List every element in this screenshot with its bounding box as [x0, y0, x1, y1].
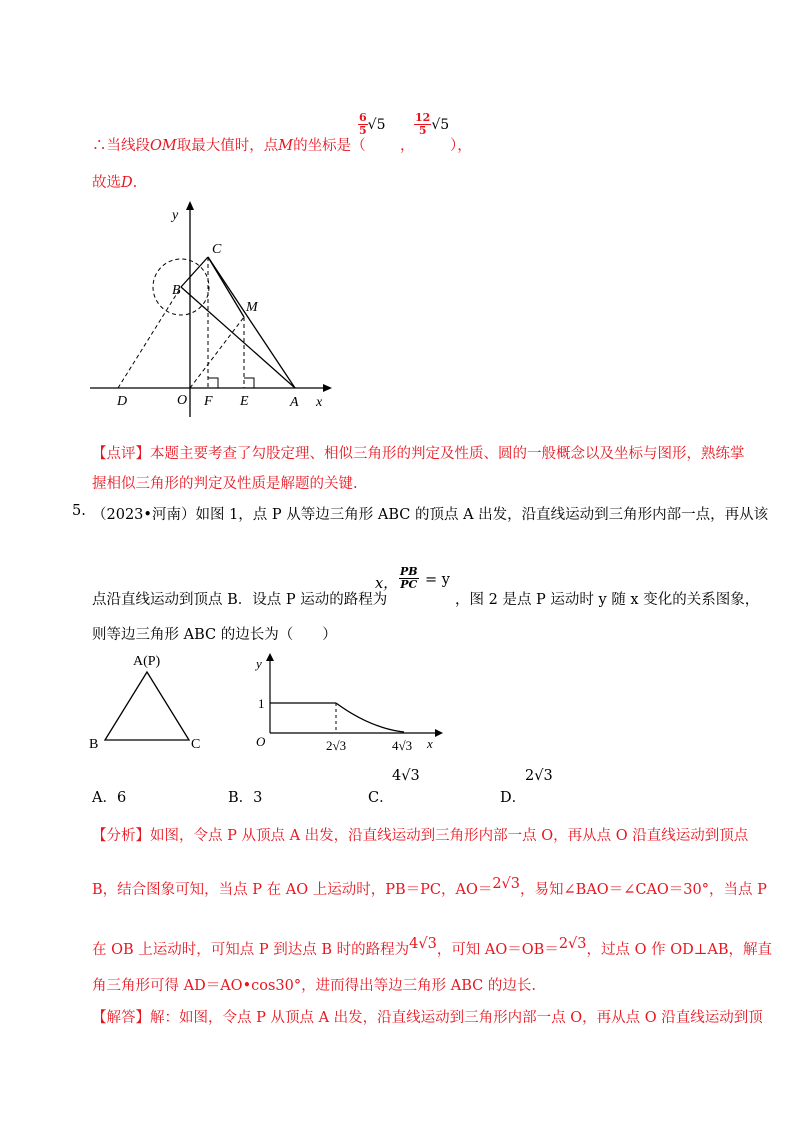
- conclusion-line: [92, 134, 366, 155]
- x-axis-arrow: [323, 384, 332, 392]
- label-b: B: [172, 283, 181, 298]
- segment-cm: [208, 257, 244, 317]
- label-m: M: [246, 300, 258, 315]
- segment-bc: [181, 257, 208, 287]
- segment-db: [118, 287, 181, 388]
- fraction-pb-pc: [399, 566, 419, 591]
- label-e: E: [240, 394, 249, 409]
- analysis-ao-value: 2√3: [492, 876, 521, 892]
- label-d: D: [117, 394, 128, 409]
- label-c: C: [212, 242, 222, 257]
- option-d-value[interactable]: 2√3: [525, 768, 553, 784]
- question-eq-y: = y: [425, 572, 450, 588]
- frac-denominator: PC: [400, 578, 418, 591]
- label-tri-b: B: [89, 737, 99, 752]
- label-tri-c: C: [191, 737, 201, 752]
- choose-line: [92, 171, 137, 192]
- question-line-3: 则等边三角形 ABC 的边长为（ ）: [92, 627, 337, 643]
- option-a[interactable]: A．6: [92, 790, 127, 806]
- label-x: x: [316, 395, 323, 410]
- graph-label-o: O: [256, 734, 266, 749]
- segment-om: [190, 317, 244, 388]
- graph-curve: [336, 703, 404, 732]
- y-denominator: 5: [418, 124, 427, 137]
- point-m: M: [278, 138, 294, 154]
- choose-suffix: .: [132, 175, 138, 191]
- graph-label-one: 1: [258, 696, 265, 711]
- option-c-value[interactable]: 4√3: [392, 768, 420, 784]
- solution-line-1: 【解答】解：如图，令点 P 从顶点 A 出发，沿直线运动到三角形内部一点 O，再从点 O 沿直线运动到顶: [92, 1010, 763, 1026]
- comment-line-1: 【点评】本题主要考查了勾股定理、相似三角形的判定及性质、圆的一般概念以及坐标与图形，熟练掌: [92, 446, 745, 462]
- label-ap: A(P): [133, 654, 161, 669]
- analysis-line-3b: ，可知 AO＝OB＝: [436, 942, 559, 958]
- coord-y-value: [414, 112, 449, 137]
- analysis-line-1: 【分析】如图，令点 P 从顶点 A 出发，沿直线运动到三角形内部一点 O，再从点 O 沿直线运动到顶点: [92, 828, 749, 844]
- graph-label-y: y: [256, 656, 262, 671]
- analysis-line-3c: ，过点 O 作 OD⊥AB，解直: [586, 942, 773, 958]
- comment-line-2: 握相似三角形的判定及性质是解题的关键.: [92, 476, 358, 492]
- question-line-2b: ，图 2 是点 P 运动时 y 随 x 变化的关系图象，: [455, 592, 760, 608]
- conclusion-prefix: ∴当线段: [92, 138, 150, 154]
- geometry-figure: [80, 195, 340, 425]
- option-c-label[interactable]: C．: [368, 790, 394, 806]
- option-b[interactable]: B．3: [228, 790, 263, 806]
- option-d-label[interactable]: D．: [500, 790, 527, 806]
- frac-numerator: PB: [400, 565, 418, 578]
- function-graph: [250, 650, 450, 760]
- question-line-1: （2023•河南）如图 1，点 P 从等边三角形 ABC 的顶点 A 出发，沿直线运动到三角形内部一点，再从该: [92, 507, 769, 523]
- analysis-line-2b: ，易知∠BAO＝∠CAO＝30°，当点 P: [520, 882, 767, 898]
- label-a: A: [290, 395, 299, 410]
- question-number: 5.: [72, 503, 86, 519]
- triangle-figure: [85, 650, 215, 755]
- graph-y-arrow: [266, 653, 274, 661]
- analysis-line-3a: 在 OB 上运动时，可知点 P 到达点 B 时的路程为: [92, 942, 410, 958]
- label-o: O: [177, 393, 188, 408]
- analysis-line-2: [92, 878, 767, 899]
- conclusion-mid1: 取最大值时，点: [176, 138, 279, 154]
- analysis-path-value: 4√3: [409, 936, 437, 952]
- conclusion-mid2: 的坐标是（: [293, 138, 366, 154]
- question-var-x: x，: [375, 576, 398, 592]
- graph-tick-4sqrt3: 4√3: [392, 738, 413, 753]
- right-angle-f: [208, 378, 218, 388]
- choose-letter: D: [121, 175, 133, 191]
- choose-prefix: 故选: [92, 175, 121, 191]
- graph-label-x: x: [427, 736, 433, 751]
- analysis-line-4: 角三角形可得 AD＝AO•cos30°，进而得出等边三角形 ABC 的边长.: [92, 978, 536, 994]
- right-angle-e: [244, 378, 254, 388]
- coord-comma: ，: [400, 138, 415, 154]
- label-y: y: [172, 208, 179, 223]
- x-radical: √5: [367, 117, 386, 133]
- y-numerator: 12: [415, 111, 431, 124]
- analysis-line-3: [92, 938, 772, 959]
- segment-om: OM: [150, 138, 177, 154]
- y-axis-arrow: [186, 201, 194, 210]
- analysis-ob-value: 2√3: [558, 936, 587, 952]
- analysis-line-2a: B，结合图象可知，当点 P 在 AO 上运动时，PB＝PC，AO＝: [92, 882, 493, 898]
- graph-tick-2sqrt3: 2√3: [326, 738, 347, 753]
- label-f: F: [204, 394, 213, 409]
- graph-x-arrow: [435, 729, 443, 737]
- x-denominator: 5: [359, 124, 367, 137]
- y-radical: √5: [431, 117, 450, 133]
- question-line-2a: 点沿直线运动到顶点 B．设点 P 运动的路程为: [92, 592, 388, 608]
- coord-x-value: [358, 112, 385, 137]
- coord-suffix: ），: [450, 138, 472, 154]
- x-numerator: 6: [359, 111, 367, 124]
- triangle-abc: [105, 672, 189, 740]
